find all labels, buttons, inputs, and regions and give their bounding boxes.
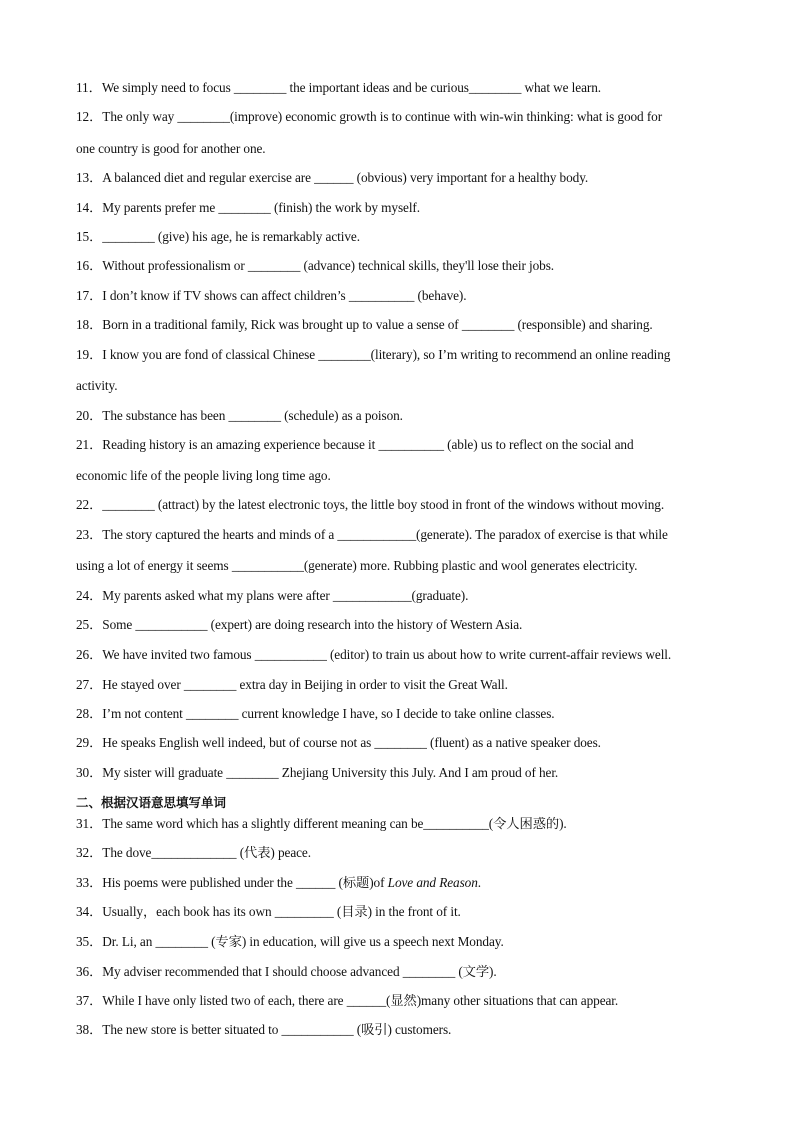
question-21: 21．Reading history is an amazing experience because it __________ (able) us to reflect on the social and xyxy=(76,437,634,452)
question-14: 14．My parents prefer me ________ (finish) the work by myself. xyxy=(76,200,420,215)
question-35: 35．Dr. Li, an ________ (专家) in education, will give us a speech next Monday. xyxy=(76,934,504,949)
question-18: 18．Born in a traditional family, Rick was brought up to value a sense of ________ (responsible) and sharing. xyxy=(76,317,653,332)
question-22: 22．________ (attract) by the latest electronic toys, the little boy stood in front of the windows without moving. xyxy=(76,497,665,512)
question-23: 23．The story captured the hearts and minds of a ____________(generate). The paradox of exercise is that while xyxy=(76,527,668,542)
question-23-continued: using a lot of energy it seems ___________(generate) more. Rubbing plastic and wool generates electricity. xyxy=(76,558,638,573)
question-12-continued: one country is good for another one. xyxy=(76,141,266,156)
question-29: 29．He speaks English well indeed, but of course not as ________ (fluent) as a native speaker does. xyxy=(76,735,601,750)
question-17: 17．I don’t know if TV shows can affect children’s __________ (behave). xyxy=(76,288,467,303)
question-20: 20．The substance has been ________ (schedule) as a poison. xyxy=(76,408,403,423)
question-13: 13．A balanced diet and regular exercise are ______ (obvious) very important for a healthy body. xyxy=(76,170,589,185)
question-25: 25．Some ___________ (expert) are doing research into the history of Western Asia. xyxy=(76,617,523,632)
question-30: 30．My sister will graduate ________ Zhejiang University this July. And I am proud of her. xyxy=(76,765,559,780)
question-19-continued: activity. xyxy=(76,378,118,393)
question-33: 33．His poems were published under the ______ (标题)of Love and Reason. xyxy=(76,875,481,890)
section-heading: 二、根据汉语意思填写单词 xyxy=(76,795,227,810)
question-19: 19．I know you are fond of classical Chinese ________(literary), so I’m writing to recommend an online reading xyxy=(76,347,671,362)
question-12: 12．The only way ________(improve) economic growth is to continue with win-win thinking: what is good for xyxy=(76,109,663,124)
question-34: 34．Usually，each book has its own _________ (目录) in the front of it. xyxy=(76,904,461,919)
question-26: 26．We have invited two famous ___________ (editor) to train us about how to write current-affair reviews well. xyxy=(76,647,672,662)
question-31: 31．The same word which has a slightly different meaning can be__________(令人困惑的). xyxy=(76,816,567,831)
question-28: 28．I’m not content ________ current knowledge I have, so I decide to take online classes. xyxy=(76,706,555,721)
question-38: 38．The new store is better situated to ___________ (吸引) customers. xyxy=(76,1022,452,1037)
question-27: 27．He stayed over ________ extra day in Beijing in order to visit the Great Wall. xyxy=(76,677,508,692)
book-title: Love and Reason xyxy=(387,875,478,890)
question-15: 15．________ (give) his age, he is remarkably active. xyxy=(76,229,360,244)
question-16: 16．Without professionalism or ________ (advance) technical skills, they'll lose their jobs. xyxy=(76,258,555,273)
question-37: 37．While I have only listed two of each, there are ______(显然)many other situations that can appear. xyxy=(76,993,619,1008)
question-36: 36．My adviser recommended that I should choose advanced ________ (文学). xyxy=(76,964,497,979)
question-32: 32．The dove_____________ (代表) peace. xyxy=(76,845,311,860)
question-24: 24．My parents asked what my plans were after ____________(graduate). xyxy=(76,588,469,603)
question-11: 11．We simply need to focus ________ the important ideas and be curious________ what we learn. xyxy=(76,80,601,95)
question-21-continued: economic life of the people living long time ago. xyxy=(76,468,331,483)
